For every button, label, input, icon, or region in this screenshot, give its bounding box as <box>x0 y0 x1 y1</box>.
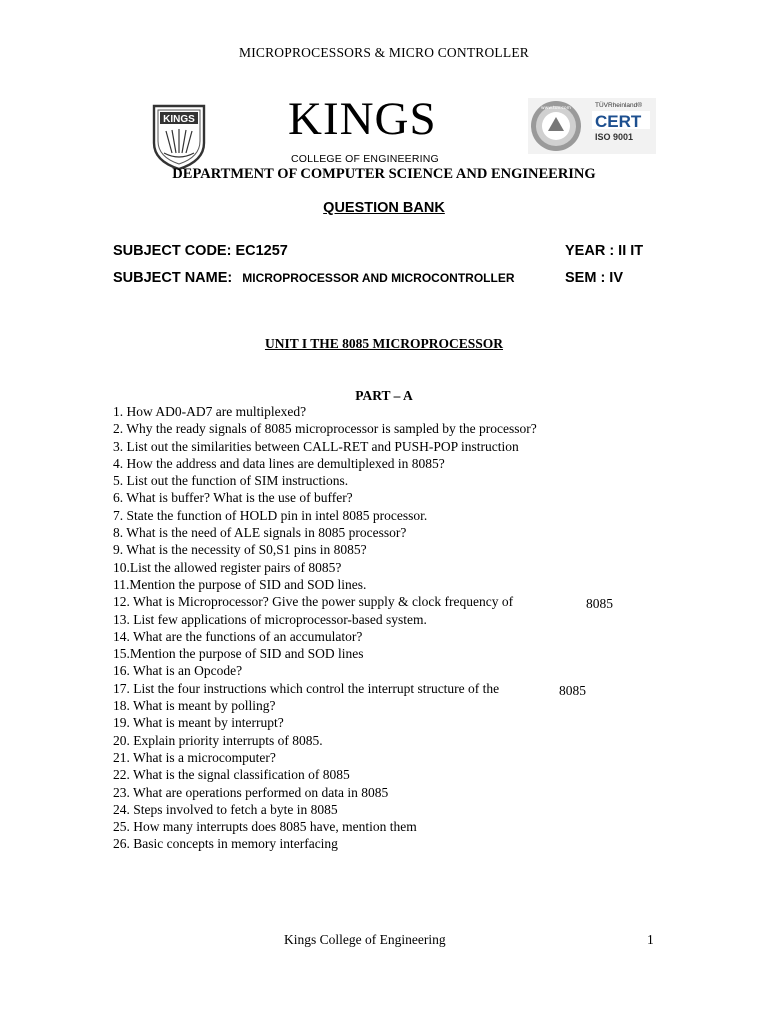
tuv-cert-badge <box>528 98 656 154</box>
question-item: 21. What is a microcomputer? <box>113 749 276 765</box>
question-item: 26. Basic concepts in memory interfacing <box>113 836 338 852</box>
question-item: 9. What is the necessity of S0,S1 pins in 8085? <box>113 542 367 558</box>
year-label: YEAR : II IT <box>565 243 644 259</box>
question-item: 2. Why the ready signals of 8085 microprocessor is sampled by the processor? <box>113 421 537 437</box>
subject-name-row <box>113 270 515 286</box>
question-item: 25. How many interrupts does 8085 have, mention them <box>113 819 417 835</box>
unit-title: UNIT I THE 8085 MICROPROCESSOR <box>264 336 504 351</box>
logo-text: KINGS <box>163 114 195 125</box>
question-item: 6. What is buffer? What is the use of buffer? <box>113 490 353 506</box>
question-item: 17. List the four instructions which control the interrupt structure of the <box>113 680 500 696</box>
question-item: 8. What is the need of ALE signals in 8085 processor? <box>113 525 407 541</box>
question-bank-title: QUESTION BANK <box>323 200 445 216</box>
subject-name-label: SUBJECT NAME: <box>113 270 233 286</box>
question-item: 10.List the allowed register pairs of 8085? <box>113 559 342 575</box>
question-item: 3. List out the similarities between CALL-RET and PUSH-POP instruction <box>113 438 519 454</box>
question-item: 7. State the function of HOLD pin in intel 8085 processor. <box>113 507 428 523</box>
question-item: 11.Mention the purpose of SID and SOD lines. <box>113 576 367 592</box>
college-brand-name: KINGS <box>288 93 437 145</box>
cert-seal-text: www.tuv.com <box>540 106 572 111</box>
college-subtitle: COLLEGE OF ENGINEERING <box>291 153 439 165</box>
question-item: 22. What is the signal classification of 8085 <box>113 767 350 783</box>
footer-college-name: Kings College of Engineering <box>284 932 446 947</box>
subject-code: SUBJECT CODE: EC1257 <box>113 243 288 259</box>
question-item: 1. How AD0-AD7 are multiplexed? <box>113 404 307 419</box>
question-item: 20. Explain priority interrupts of 8085. <box>113 732 323 748</box>
cert-mark: CERT <box>595 112 642 131</box>
question-item: 15.Mention the purpose of SID and SOD lines <box>113 646 364 662</box>
question-item: 4. How the address and data lines are demultiplexed in 8085? <box>113 455 445 471</box>
question-item: 16. What is an Opcode? <box>113 663 243 679</box>
question-12-tail: 8085 <box>586 596 613 611</box>
question-item: 5. List out the function of SIM instructions. <box>113 473 349 489</box>
question-item: 24. Steps involved to fetch a byte in 8085 <box>113 801 338 817</box>
page-number: 1 <box>647 932 654 947</box>
cert-org: TÜVRheinland® <box>595 102 643 109</box>
question-item: 23. What are operations performed on data in 8085 <box>113 784 389 800</box>
college-logo <box>150 103 208 171</box>
question-item: 13. List few applications of microprocessor-based system. <box>113 611 427 627</box>
semester-label: SEM : IV <box>565 270 624 286</box>
subject-name-value: MICROPROCESSOR AND MICROCONTROLLER <box>242 271 515 285</box>
question-17-tail: 8085 <box>559 683 586 698</box>
question-list <box>113 403 673 853</box>
question-item: 14. What are the functions of an accumulator? <box>113 628 363 644</box>
question-item: 19. What is meant by interrupt? <box>113 715 284 731</box>
question-item: 18. What is meant by polling? <box>113 698 276 714</box>
department-title: DEPARTMENT OF COMPUTER SCIENCE AND ENGINEERING <box>172 166 596 182</box>
cert-standard: ISO 9001 <box>595 132 634 142</box>
document-header-title: MICROPROCESSORS & MICRO CONTROLLER <box>239 45 529 60</box>
part-title: PART – A <box>355 388 413 403</box>
question-item: 12. What is Microprocessor? Give the power supply & clock frequency of <box>113 594 514 610</box>
